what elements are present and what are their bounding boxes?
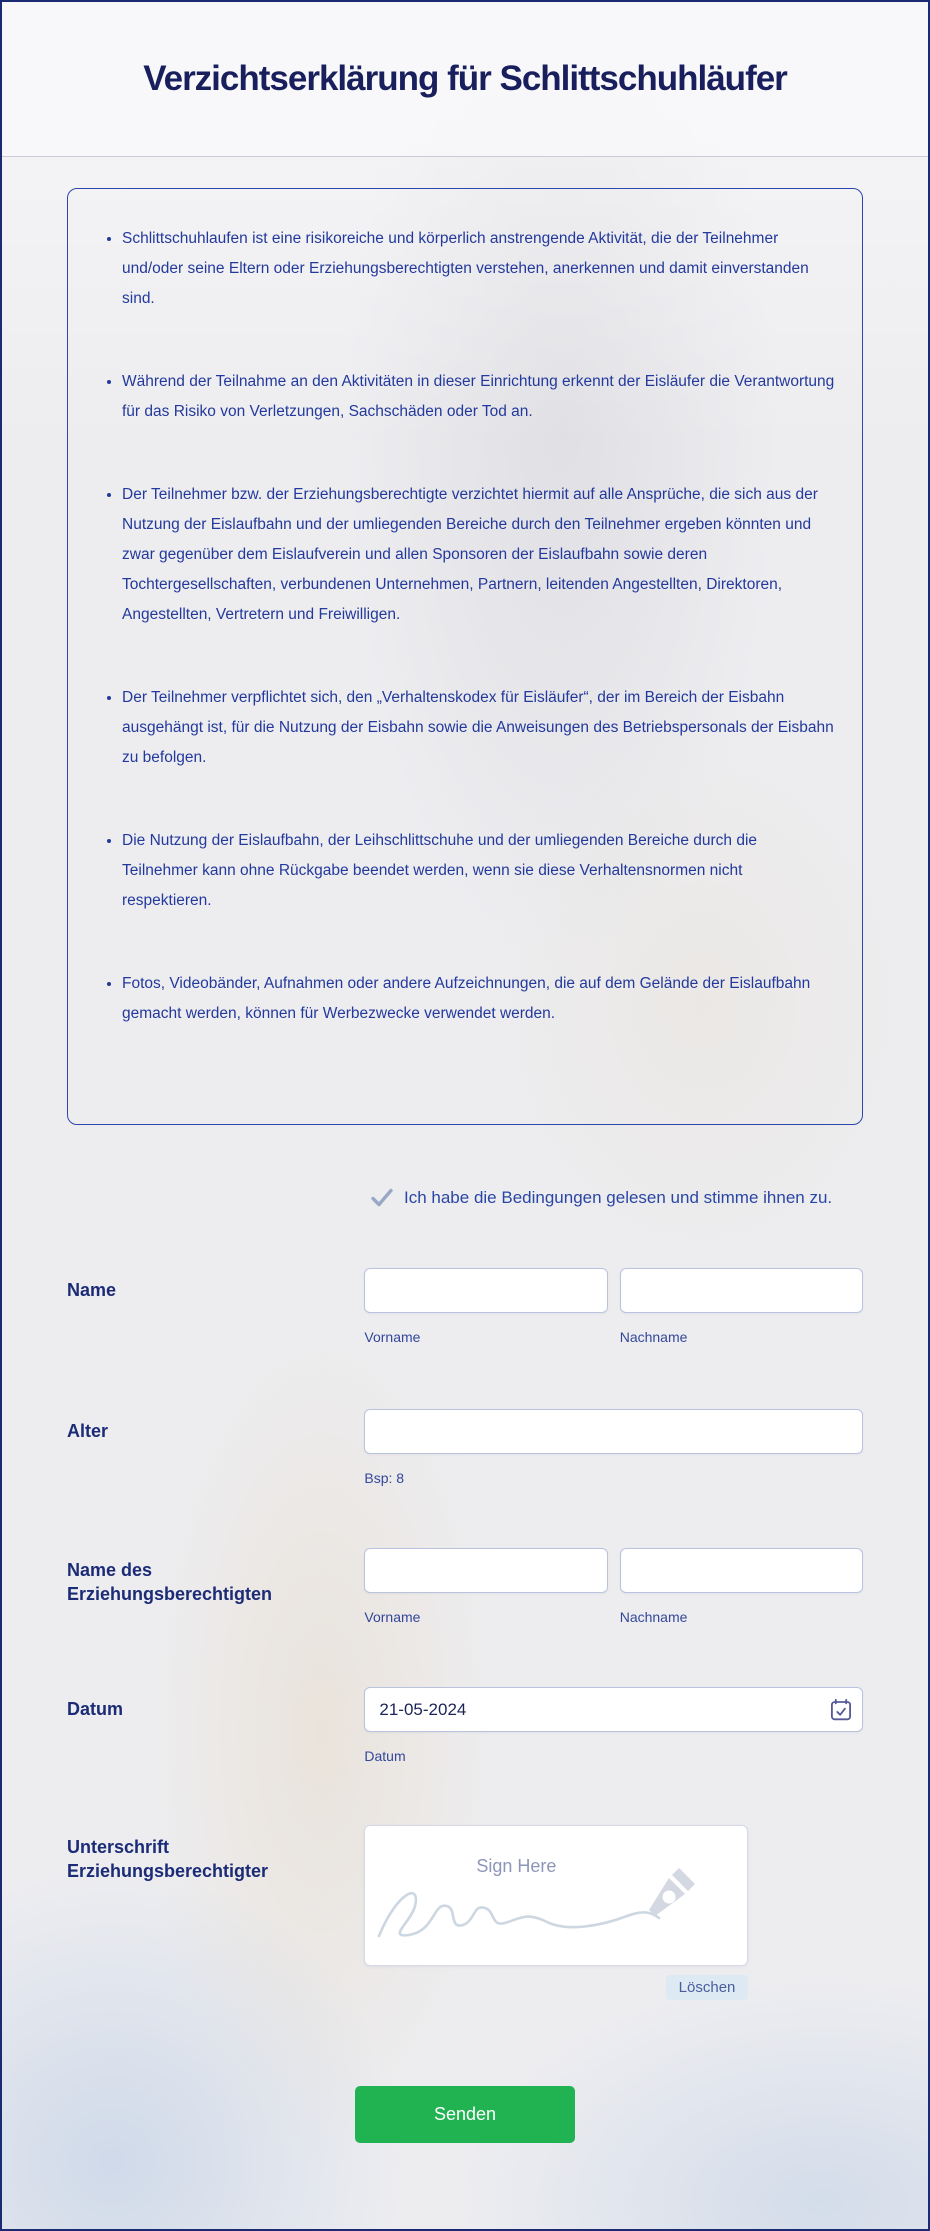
- age-field-label: Alter: [67, 1421, 109, 1441]
- last-name-input[interactable]: [620, 1268, 863, 1313]
- signature-field-label: Unterschrift Erziehungsberechtigter: [67, 1837, 269, 1881]
- first-name-input[interactable]: [364, 1268, 607, 1313]
- date-input[interactable]: [364, 1687, 863, 1732]
- submit-row: [2, 2086, 928, 2143]
- name-field-label: Name: [67, 1280, 117, 1300]
- pen-nib-icon: [641, 1860, 703, 1927]
- agreement-checkbox-row[interactable]: [370, 1183, 863, 1212]
- sign-here-placeholder: Sign Here: [476, 1856, 557, 1876]
- terms-item: • Der Teilnehmer bzw. der Erziehungsberechtigte verzichtet hiermit auf alle Ansprüche, die sich aus der Nutzung der Eislaufbahn und der umliegenden Bereiche durch den Teilnehmer ergeben könnten und zwar gegenüber dem Eislaufverein und allen Sponsoren der Eislaufbahn sowie deren Tochtergesellschaften, verbundenen Unternehmen, Partnern, leitenden Angestellten, Direktoren, Angestellten, Vertretern und Freiwilligen.: [122, 479, 836, 630]
- date-field-row: [67, 1687, 863, 1764]
- page-title: Verzichtserklärung für Schlittschuhläufer: [143, 59, 787, 98]
- date-sublabel: Datum: [364, 1748, 406, 1764]
- signature-squiggle-icon: [375, 1874, 675, 1951]
- signature-clear-button[interactable]: Löschen: [666, 1975, 749, 2000]
- terms-item: • Während der Teilnahme an den Aktivitäten in dieser Einrichtung erkennt der Eisläufer die Verantwortung für das Risiko von Verletzungen, Sachschäden oder Tod an.: [122, 366, 836, 427]
- guardian-last-name-sublabel: Nachname: [619, 1609, 688, 1625]
- age-field-row: [67, 1409, 863, 1486]
- first-name-sublabel: Vorname: [364, 1329, 421, 1345]
- calendar-check-icon[interactable]: [828, 1697, 854, 1723]
- terms-item: • Der Teilnehmer verpflichtet sich, den „Verhaltenskodex für Eisläufer“, der im Bereich der Eisbahn ausgehängt ist, für die Nutzung der Eisbahn sowie die Anweisungen des Betriebspersonals der Eisbahn zu befolgen.: [122, 682, 836, 773]
- submit-button[interactable]: Senden: [355, 2086, 575, 2143]
- age-sublabel: Bsp: 8: [364, 1470, 405, 1486]
- last-name-sublabel: Nachname: [619, 1329, 688, 1345]
- guardian-name-field-label: Name des Erziehungsberechtigten: [67, 1560, 273, 1604]
- check-icon[interactable]: [370, 1185, 394, 1209]
- terms-item: • Fotos, Videobänder, Aufnahmen oder andere Aufzeichnungen, die auf dem Gelände der Eislaufbahn gemacht werden, können für Werbezwecke verwendet werden.: [122, 968, 836, 1029]
- terms-box: [67, 188, 863, 1125]
- date-field-label: Datum: [67, 1699, 124, 1719]
- terms-list: [100, 223, 836, 1029]
- signature-pad[interactable]: [364, 1825, 748, 1966]
- guardian-last-name-input[interactable]: [620, 1548, 863, 1593]
- age-input[interactable]: [364, 1409, 863, 1454]
- guardian-first-name-input[interactable]: [364, 1548, 607, 1593]
- guardian-first-name-sublabel: Vorname: [364, 1609, 421, 1625]
- terms-item: • Die Nutzung der Eislaufbahn, der Leihschlittschuhe und der umliegenden Bereiche durch die Teilnehmer kann ohne Rückgabe beendet werden, wenn sie diese Verhaltensnormen nicht respektieren.: [122, 825, 836, 916]
- form-header: [2, 2, 928, 157]
- guardian-name-field-row: [67, 1548, 863, 1625]
- name-field-row: [67, 1268, 863, 1345]
- agreement-label: Ich habe die Bedingungen gelesen und stimme ihnen zu.: [404, 1188, 833, 1207]
- terms-item: • Schlittschuhlaufen ist eine risikoreiche und körperlich anstrengende Aktivität, die der Teilnehmer und/oder seine Eltern oder Erziehungsberechtigten verstehen, anerkennen und damit einverstanden sind.: [122, 223, 836, 314]
- signature-field-row: [67, 1825, 863, 2000]
